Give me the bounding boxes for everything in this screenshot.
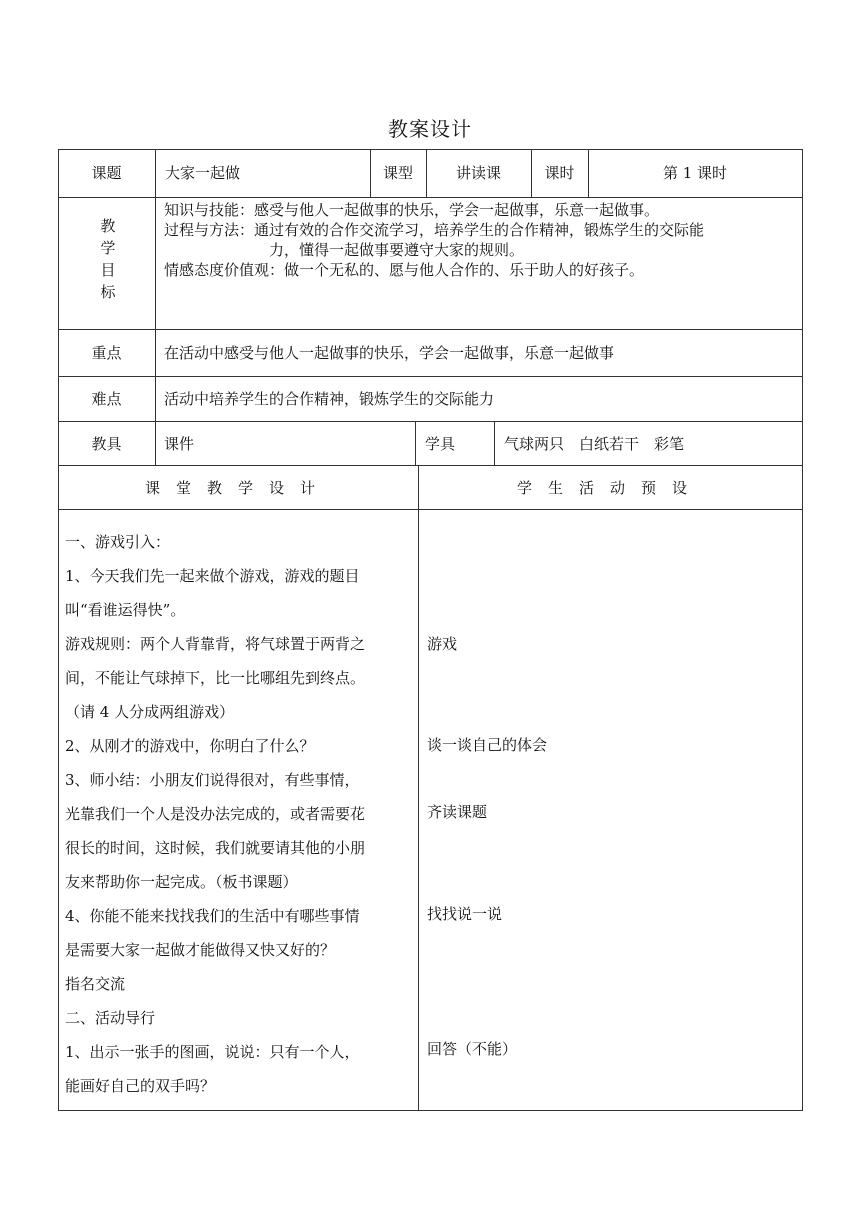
key-point-value: 在活动中感受与他人一起做事的快乐，学会一起做事，乐意一起做事 — [164, 344, 615, 362]
lesson-line: 能画好自己的双手吗？ — [65, 1077, 216, 1095]
objective-line: 知识与技能：感受与他人一起做事的快乐，学会一起做事，乐意一起做事。 — [164, 201, 660, 219]
lesson-line: 叫“看谁运得快”。 — [65, 601, 186, 619]
table-border-top — [58, 149, 803, 150]
student-activity: 游戏 — [427, 635, 458, 653]
student-tools-label: 学具 — [425, 435, 456, 453]
lesson-line: 指名交流 — [65, 975, 126, 993]
lesson-line: 间，不能让气球掉下，比一比哪组先到终点。 — [65, 669, 366, 687]
student-activity: 回答（不能） — [427, 1040, 518, 1058]
student-tools-value: 气球两只 白纸若干 彩笔 — [504, 435, 685, 453]
topic-label: 课题 — [91, 164, 122, 182]
topic-value: 大家一起做 — [165, 164, 241, 182]
lesson-line: 1、出示一张手的图画，说说：只有一个人， — [65, 1043, 360, 1061]
row-divider — [58, 329, 803, 330]
table-border-right — [802, 149, 803, 1111]
lesson-line: 游戏规则：两个人背靠背，将气球置于两背之 — [65, 635, 366, 653]
objective-line: 过程与方法：通过有效的合作交流学习，培养学生的合作精神，锻炼学生的交际能 — [164, 221, 705, 239]
column-divider — [155, 149, 156, 466]
lesson-type-value: 讲读课 — [455, 164, 501, 182]
lesson-line: 友来帮助你一起完成。（板书课题） — [65, 873, 298, 891]
period-value: 第 1 课时 — [662, 164, 728, 182]
student-activity-header: 学生活动预设 — [516, 479, 703, 497]
objective-line: 力，懂得一起做事要遵守大家的规则。 — [269, 241, 525, 259]
lesson-design-header: 课堂教学设计 — [144, 479, 331, 497]
row-divider — [58, 509, 803, 510]
lesson-line: 一、游戏引入： — [65, 533, 171, 551]
key-point-label: 重点 — [91, 344, 122, 362]
lesson-line: 1、今天我们先一起来做个游戏，游戏的题目 — [65, 567, 360, 585]
lesson-type-label: 课型 — [382, 164, 413, 182]
student-activity: 找找说一说 — [427, 905, 503, 923]
row-divider — [58, 376, 803, 377]
column-divider — [494, 421, 495, 466]
student-activity: 谈一谈自己的体会 — [427, 736, 548, 754]
column-divider — [418, 465, 419, 1111]
objective-line: 情感态度价值观：做一个无私的、愿与他人合作的、乐于助人的好孩子。 — [164, 261, 645, 279]
lesson-line: 光靠我们一个人是没办法完成的，或者需要花 — [65, 805, 366, 823]
lesson-content — [65, 532, 415, 1110]
lesson-line: 2、从刚才的游戏中，你明白了什么？ — [65, 737, 315, 755]
lesson-line: 是需要大家一起做才能做得又快又好的？ — [65, 941, 336, 959]
column-divider — [415, 421, 416, 466]
teaching-tools-value: 课件 — [164, 435, 195, 453]
teaching-tools-label: 教具 — [91, 435, 122, 453]
table-border-left — [58, 149, 59, 1111]
difficulty-label: 难点 — [91, 390, 122, 408]
row-divider — [58, 421, 803, 422]
lesson-line: 二、活动导行 — [65, 1009, 156, 1027]
objectives-text — [164, 200, 800, 280]
lesson-line: 4、你能不能来找找我们的生活中有哪些事情 — [65, 907, 360, 925]
period-label: 课时 — [544, 164, 575, 182]
page-title: 教案设计 — [388, 117, 472, 141]
difficulty-value: 活动中培养学生的合作精神，锻炼学生的交际能力 — [164, 390, 495, 408]
lesson-line: （请 4 人分成两组游戏） — [65, 703, 235, 721]
lesson-line: 3、师小结：小朋友们说得很对，有些事情， — [65, 771, 360, 789]
row-divider — [58, 465, 803, 466]
lesson-line: 很长的时间，这时候，我们就要请其他的小朋 — [65, 839, 366, 857]
objectives-label: 教 学 目 标 — [100, 217, 116, 301]
table-border-bottom — [58, 1110, 803, 1111]
student-activity: 齐读课题 — [427, 803, 488, 821]
row-divider — [58, 197, 803, 198]
